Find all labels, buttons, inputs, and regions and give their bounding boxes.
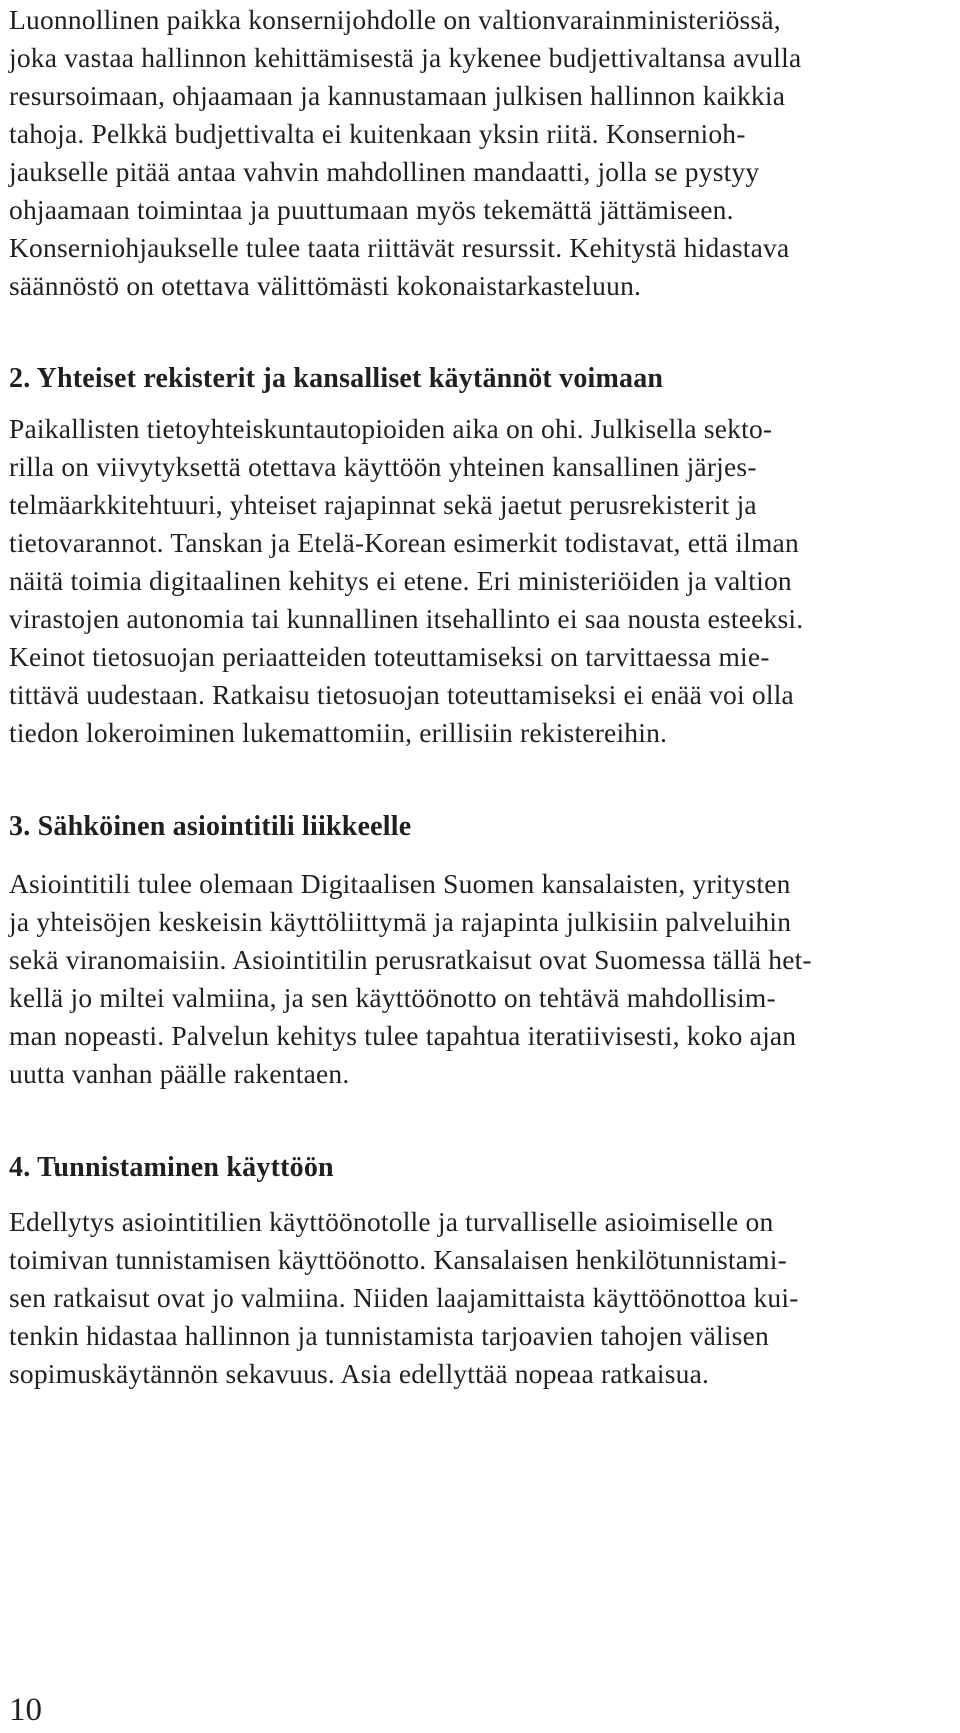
text-line: uutta vanhan päälle rakentaen. [9, 1058, 350, 1089]
text-line: tittävä uudestaan. Ratkaisu tietosuojan toteuttamiseksi ei enää voi olla [9, 679, 794, 710]
text-line: sekä viranomaisiin. Asiointitilin perusratkaisut ovat Suomessa tällä het- [9, 944, 812, 975]
text-line: rilla on viivytyksettä otettava käyttöön yhteinen kansallinen järjes- [9, 451, 757, 482]
text-line: Paikallisten tietoyhteiskuntautopioiden aika on ohi. Julkisella sekto- [9, 413, 773, 444]
text-line: tiedon lokeroiminen lukemattomiin, erillisiin rekistereihin. [9, 717, 668, 748]
text-line: telmäarkkitehtuuri, yhteiset rajapinnat sekä jaetut perusrekisterit ja [9, 489, 757, 520]
text-line: tenkin hidastaa hallinnon ja tunnistamista tarjoavien tahojen välisen [9, 1320, 769, 1351]
text-line: Luonnollinen paikka konsernijohdolle on valtionvarainministeriössä, [9, 4, 781, 35]
text-line: toimivan tunnistamisen käyttöönotto. Kansalaisen henkilötunnistami- [9, 1244, 787, 1275]
text-line: jaukselle pitää antaa vahvin mahdollinen mandaatti, jolla se pystyy [9, 156, 760, 187]
text-line: säännöstö on otettava välittömästi kokonaistarkasteluun. [9, 270, 642, 301]
text-line: Konserniohjaukselle tulee taata riittävät resurssit. Kehitystä hidastava [9, 232, 790, 263]
text-line: ohjaamaan toimintaa ja puuttumaan myös tekemättä jättämiseen. [9, 194, 734, 225]
page-number: 10 [9, 1692, 42, 1728]
text-line: sen ratkaisut ovat jo valmiina. Niiden laajamittaista käyttöönottoa kui- [9, 1282, 799, 1313]
text-line: Asiointitili tulee olemaan Digitaalisen Suomen kansalaisten, yritysten [9, 868, 791, 899]
text-line: ja yhteisöjen keskeisin käyttöliittymä ja rajapinta julkisiin palveluihin [9, 906, 792, 937]
text-line: man nopeasti. Palvelun kehitys tulee tapahtua iteratiivisesti, koko ajan [9, 1020, 797, 1051]
text-line: sopimuskäytännön sekavuus. Asia edellyttää nopeaa ratkaisua. [9, 1358, 710, 1389]
text-line: virastojen autonomia tai kunnallinen itsehallinto ei saa nousta esteeksi. [9, 603, 804, 634]
text-line: tahoja. Pelkkä budjettivalta ei kuitenkaan yksin riitä. Konsernioh- [9, 118, 746, 149]
text-line: Keinot tietosuojan periaatteiden toteuttamiseksi on tarvittaessa mie- [9, 641, 770, 672]
text-line: Edellytys asiointitilien käyttöönotolle ja turvalliselle asioimiselle on [9, 1206, 774, 1237]
text-line: tietovarannot. Tanskan ja Etelä-Korean esimerkit todistavat, että ilman [9, 527, 799, 558]
section-heading: 2. Yhteiset rekisterit ja kansalliset käytännöt voimaan [9, 363, 664, 394]
text-line: joka vastaa hallinnon kehittämisestä ja kykenee budjettivaltansa avulla [9, 42, 802, 73]
section-heading: 3. Sähköinen asiointitili liikkeelle [9, 811, 412, 842]
text-line: kellä jo miltei valmiina, ja sen käyttöönotto on tehtävä mahdollisim- [9, 982, 776, 1013]
section-heading: 4. Tunnistaminen käyttöön [9, 1152, 334, 1183]
text-line: resursoimaan, ohjaamaan ja kannustamaan julkisen hallinnon kaikkia [9, 80, 786, 111]
text-line: näitä toimia digitaalinen kehitys ei etene. Eri ministeriöiden ja valtion [9, 565, 792, 596]
